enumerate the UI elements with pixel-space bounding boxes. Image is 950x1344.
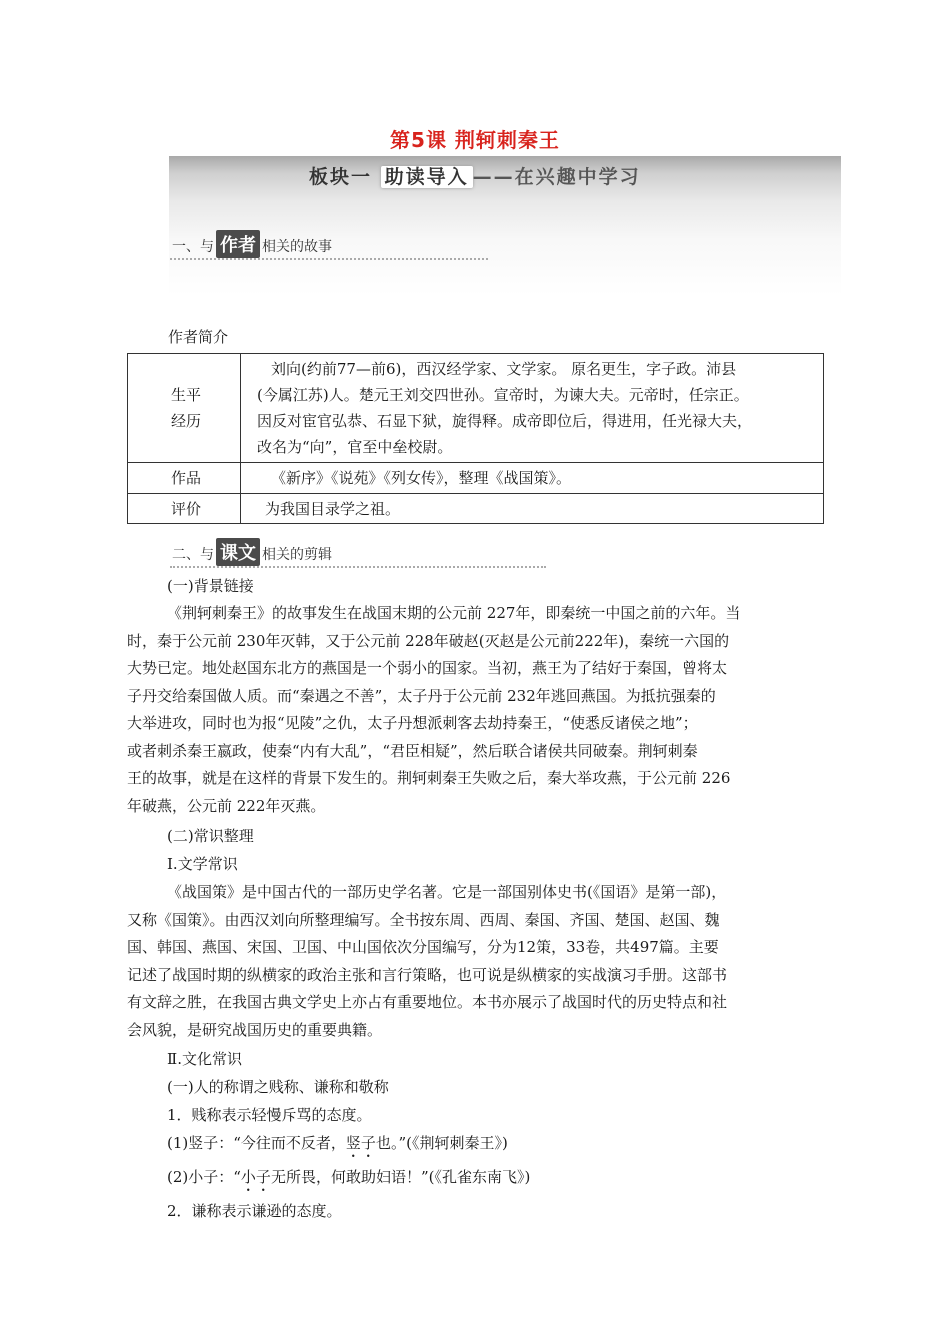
section-heading-author — [172, 230, 332, 258]
row-value: 刘向(约前77—前6)，西汉经学家、文学家。 原名更生，字子政。沛县 (今属江苏)人。楚元王刘交四世孙。宣帝时，为谏大夫。元帝时，任宗正。 因反对宦官弘恭、石显下狱，旋得释。成帝即位后，得进用，任光禄大夫， 改名为“向”，官至中垒校尉。 — [241, 354, 824, 463]
row-value: 《新序》《说苑》《列女传》，整理《战国策》。 — [241, 463, 824, 494]
subheading: Ⅰ.文学常识 — [167, 855, 238, 873]
row-key: 评价 — [128, 494, 241, 524]
subheading: (二)常识整理 — [167, 827, 254, 845]
section-prefix: 一、与 — [172, 239, 214, 255]
list-item: 1．贱称表示轻慢斥骂的态度。 — [167, 1106, 372, 1124]
table-row — [128, 494, 824, 524]
section-prefix: 二、与 — [172, 547, 214, 563]
table-title: 作者简介 — [168, 328, 229, 346]
banner-heading — [309, 162, 641, 189]
subheading: (一)人的称谓之贱称、谦称和敬称 — [167, 1078, 389, 1096]
background-paragraph: 《荆轲刺秦王》的故事发生在战国末期的公元前 227年，即秦统一中国之前的六年。当 时，秦于公元前 230年灭韩，又于公元前 228年破赵(灭赵是公元前222年)，秦统一六国的 大势已定。地处赵国东北方的燕国是一个弱小的国家。当初，燕王为了结好于秦国，曾将太 子丹交给秦国做人质。而“秦遇之不善”，太子丹于公元前 232年逃回燕国。为抵抗强秦的 大举进攻，同时也为报“见陵”之仇，太子丹想派刺客去劫持秦王，“使悉反诸侯之地”； 或者刺杀秦王嬴政，使秦“内有大乱”，“君臣相疑”，然后联合诸侯共同破秦。荆轲刺秦 王的故事，就是在这样的背景下发生的。荆轲刺秦王失败之后，秦大举攻燕，于公元前 226 年破燕，公元前 222年灭燕。 — [127, 604, 741, 815]
row-key: 作品 — [128, 463, 241, 494]
page-title: 第5课 荆轲刺秦王 — [390, 128, 560, 152]
subheading: Ⅱ.文化常识 — [167, 1050, 242, 1068]
dotted-divider — [170, 566, 546, 568]
subheading: (一)背景链接 — [167, 577, 254, 595]
list-item: 2．谦称表示谦逊的态度。 — [167, 1202, 342, 1220]
banner-highlight: 助读导入 — [381, 166, 473, 188]
table-row — [128, 463, 824, 494]
dotted-divider — [170, 258, 488, 260]
example-line: (1)竖子：“今往而不反者，竖子也。”(《荆轲刺秦王》) — [167, 1134, 508, 1152]
section-badge: 课文 — [216, 538, 260, 566]
example-line: (2)小子：“小子无所畏，何敢助妇语！”(《孔雀东南飞》) — [167, 1168, 531, 1186]
section-suffix: 相关的剪辑 — [262, 547, 332, 563]
row-key: 生平 经历 — [128, 354, 241, 463]
section-banner — [169, 156, 841, 296]
literature-paragraph: 《战国策》是中国古代的一部历史学名著。它是一部国别体史书(《国语》是第一部)， 又称《国策》。由西汉刘向所整理编写。全书按东周、西周、秦国、齐国、楚国、赵国、魏 国、韩国、燕国、宋国、卫国、中山国依次分国编写，分为12策，33卷，共497篇。主要 记述了战国时期的纵横家的政治主张和言行策略，也可说是纵横家的实战演习手册。这部书 有文辞之胜，在我国古典文学史上亦占有重要地位。本书亦展示了战国时代的历史特点和社 会风貌，是研究战国历史的重要典籍。 — [127, 883, 728, 1039]
section-badge: 作者 — [216, 230, 260, 258]
row-value: 为我国目录学之祖。 — [241, 494, 824, 524]
section-heading-text — [172, 538, 332, 566]
banner-part-label: 板块一 — [309, 166, 373, 188]
author-info-table — [127, 353, 824, 524]
section-suffix: 相关的故事 — [262, 239, 332, 255]
banner-subtitle: ——在兴趣中学习 — [472, 166, 641, 188]
table-row — [128, 354, 824, 463]
